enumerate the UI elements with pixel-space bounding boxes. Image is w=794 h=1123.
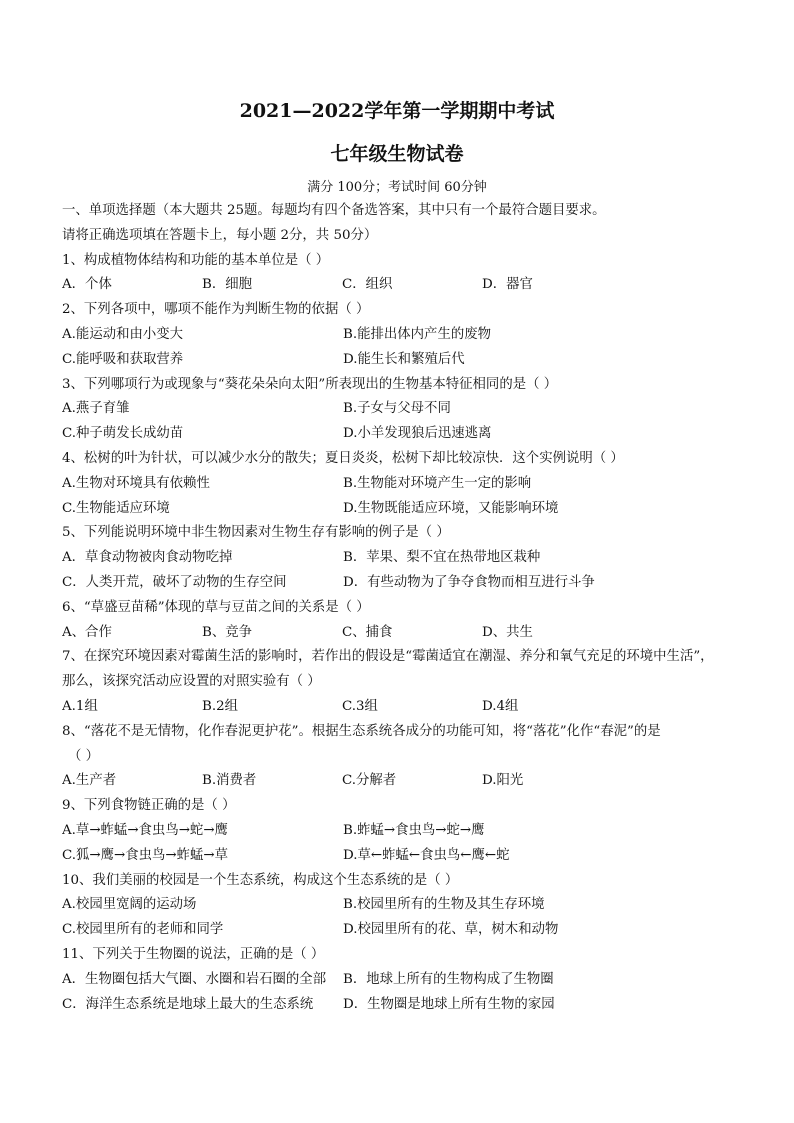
question-6-options xyxy=(62,621,774,646)
option-d: D.阳光 xyxy=(482,773,524,789)
question-11-options-cd xyxy=(62,993,774,1018)
option-b: B.2组 xyxy=(202,698,239,714)
option-a: A.草→蚱蜢→食虫鸟→蛇→鹰 xyxy=(62,822,228,838)
question-8-stem: 8、“落花不是无情物，化作春泥更护花”。根据生态系统各成分的功能可知，将“落花”化作“春泥”的是 xyxy=(62,723,661,739)
option-c: C.3组 xyxy=(342,698,378,714)
question-4-stem: 4、松树的叶为针状，可以减少水分的散失；夏日炎炎，松树下却比较凉快．这个实例说明（ ） xyxy=(62,450,624,466)
option-d: D.小羊发现狼后迅速逃离 xyxy=(343,426,492,442)
option-b: B．苹果、梨不宜在热带地区栽种 xyxy=(343,550,541,566)
option-a: A．草食动物被肉食动物吃掉 xyxy=(62,550,233,566)
question-section xyxy=(62,199,774,1017)
option-d: D．器官 xyxy=(482,277,533,293)
question-10-options-cd xyxy=(62,918,774,943)
question-2-options-ab xyxy=(62,323,774,348)
option-a: A、合作 xyxy=(62,624,112,640)
question-9-options-cd xyxy=(62,844,774,869)
option-a: A.能运动和由小变大 xyxy=(62,326,184,342)
question-3-options-ab xyxy=(62,397,774,422)
exam-title: 2021—2022学年第一学期期中考试 xyxy=(239,100,555,122)
question-1-options xyxy=(62,273,774,298)
question-4-options-ab xyxy=(62,472,774,497)
question-5-stem: 5、下列能说明环境中非生物因素对生物生存有影响的例子是（ ） xyxy=(62,525,450,541)
section-heading: 一、单项选择题（本大题共 25题。每题均有四个备选答案，其中只有一个最符合题目要求。 xyxy=(62,203,606,218)
option-c: C.狐→鹰→食虫鸟→蚱蜢→草 xyxy=(62,847,229,863)
option-d: D.草←蚱蜢←食虫鸟←鹰←蛇 xyxy=(343,847,510,863)
question-5-options-ab xyxy=(62,546,774,571)
option-c: C.种子萌发长成幼苗 xyxy=(62,426,184,442)
option-d: D．有些动物为了争夺食物而相互进行斗争 xyxy=(343,574,595,590)
option-b: B.能排出体内产生的废物 xyxy=(343,326,492,342)
option-b: B.生物能对环境产生一定的影响 xyxy=(343,475,532,491)
question-8-stem-cont: （ ） xyxy=(68,748,100,764)
option-a: A.燕子育雏 xyxy=(62,401,130,417)
question-4-options-cd xyxy=(62,497,774,522)
question-7-stem: 7、在探究环境因素对霉菌生活的影响时，若作出的假设是“霉菌适宜在潮湿、养分和氧气充足的环境中生活”， xyxy=(62,649,714,665)
question-8-options xyxy=(62,769,774,794)
question-1-stem: 1、构成植物体结构和功能的基本单位是（ ） xyxy=(62,252,330,268)
question-9-stem: 9、下列食物链正确的是（ ） xyxy=(62,798,236,814)
question-5-options-cd xyxy=(62,571,774,596)
question-11-options-ab xyxy=(62,968,774,993)
option-b: B、竞争 xyxy=(202,624,253,640)
option-a: A．生物圈包括大气圈、水圈和岩石圈的全部 xyxy=(62,971,327,987)
option-c: C．人类开荒，破坏了动物的生存空间 xyxy=(62,574,287,590)
option-b: B.蚱蜢→食虫鸟→蛇→鹰 xyxy=(343,822,485,838)
option-d: D.能生长和繁殖后代 xyxy=(343,351,465,367)
option-b: B．细胞 xyxy=(202,277,253,293)
option-d: D.校园里所有的花、草，树木和动物 xyxy=(343,922,559,938)
option-a: A．个体 xyxy=(62,277,112,293)
question-2-stem: 2、下列各项中，哪项不能作为判断生物的依据（ ） xyxy=(62,302,370,318)
option-a: A.1组 xyxy=(62,698,98,714)
option-d: D.4组 xyxy=(482,698,519,714)
option-b: B．地球上所有的生物构成了生物圈 xyxy=(343,971,554,987)
exam-subtitle: 七年级生物试卷 xyxy=(330,143,464,165)
question-9-options-ab xyxy=(62,819,774,844)
option-c: C．组织 xyxy=(342,277,393,293)
option-c: C、捕食 xyxy=(342,624,393,640)
option-a: A.生物对环境具有依赖性 xyxy=(62,475,210,491)
question-3-stem: 3、下列哪项行为或现象与“葵花朵朵向太阳”所表现出的生物基本特征相同的是（ ） xyxy=(62,376,558,392)
question-11-stem: 11、下列关于生物圈的说法，正确的是（ ） xyxy=(62,946,325,962)
question-10-options-ab xyxy=(62,893,774,918)
question-2-options-cd xyxy=(62,348,774,373)
exam-info: 满分 100分；考试时间 60分钟 xyxy=(307,180,487,195)
section-instruction: 请将正确选项填在答题卡上，每小题 2分，共 50分） xyxy=(62,227,378,243)
option-c: C.能呼吸和获取营养 xyxy=(62,351,184,367)
question-7-options xyxy=(62,695,774,720)
option-c: C.分解者 xyxy=(342,773,397,789)
question-7-stem-cont: 那么，该探究活动应设置的对照实验有（ ） xyxy=(62,674,321,690)
option-c: C.校园里所有的老师和同学 xyxy=(62,922,224,938)
option-a: A.校园里宽阔的运动场 xyxy=(62,897,197,913)
option-d: D、共生 xyxy=(482,624,533,640)
option-d: D．生物圈是地球上所有生物的家园 xyxy=(343,996,555,1012)
option-b: B.子女与父母不同 xyxy=(343,401,451,417)
option-c: C.生物能适应环境 xyxy=(62,500,170,516)
option-b: B.消费者 xyxy=(202,773,257,789)
option-b: B.校园里所有的生物及其生存环境 xyxy=(343,897,545,913)
option-d: D.生物既能适应环境，又能影响环境 xyxy=(343,500,559,516)
question-3-options-cd xyxy=(62,422,774,447)
question-10-stem: 10、我们美丽的校园是一个生态系统，构成这个生态系统的是（ ） xyxy=(62,872,459,888)
option-c: C．海洋生态系统是地球上最大的生态系统 xyxy=(62,996,314,1012)
question-6-stem: 6、“草盛豆苗稀”体现的草与豆苗之间的关系是（ ） xyxy=(62,599,370,615)
option-a: A.生产者 xyxy=(62,773,117,789)
